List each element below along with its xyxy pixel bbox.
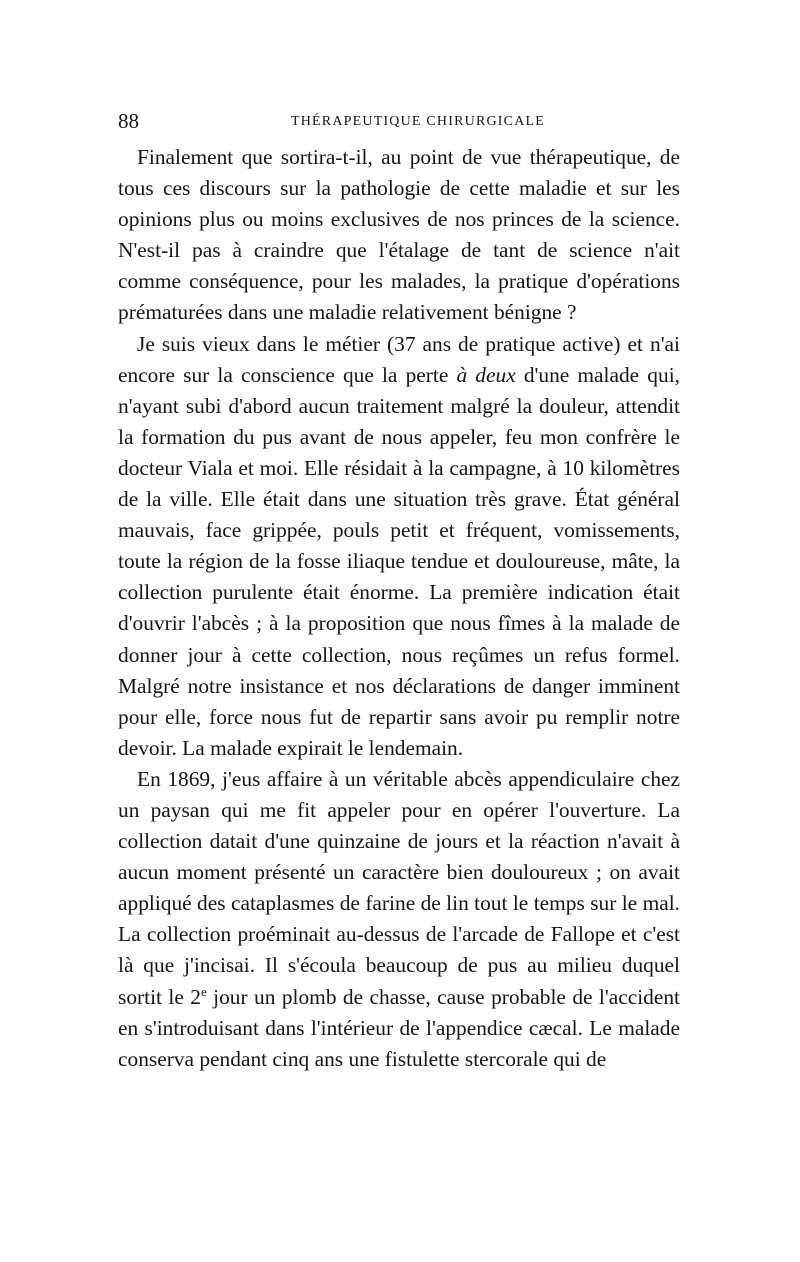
paragraph-1 [118, 142, 680, 329]
book-page [118, 108, 680, 1075]
paragraph-2-text-start: Je suis vieux dans le métier (37 ans de pratique active) et n'ai encore sur la conscience que la perte [118, 331, 680, 387]
italic-phrase: à deux [456, 362, 516, 387]
paragraph-2 [118, 329, 680, 764]
page-number: 88 [118, 109, 139, 133]
paragraph-3 [118, 764, 680, 1075]
running-head [118, 108, 680, 142]
paragraph-1-text: Finalement que sortira-t-il, au point de vue thérapeutique, de tous ces discours sur la pathologie de cette maladie et sur les opinions plus ou moins exclusives de nos princes de la science. N'est-il pas à craindre que l'étalage de tant de science n'ait comme conséquence, pour les malades, la pratique d'opérations prématurées dans une maladie relativement bénigne ? [118, 145, 680, 325]
body-text [118, 142, 680, 1075]
ordinal-superscript: e [200, 983, 207, 999]
paragraph-3-text-start: En 1869, j'eus affaire à un véritable abcès appendiculaire chez un paysan qui me fit appeler pour en opérer l'ouverture. La collection datait d'une quinzaine de jours et la réaction n'avait à aucun moment présenté un caractère bien douloureux ; on avait appliqué des cataplasmes de farine de lin tout le temps sur le mal. La collection proéminait au-dessus de l'arcade de Fallope et c'est là que j'incisai. Il s'écoula beaucoup de pus au milieu duquel sortit le 2 [118, 766, 680, 1009]
paragraph-2-text-end: d'une malade qui, n'ayant subi d'abord aucun traitement malgré la douleur, attendit la formation du pus avant de nous appeler, feu mon confrère le docteur Viala et moi. Elle résidait à la campagne, à 10 kilomètres de la ville. Elle était dans une situation très grave. État général mauvais, face grippée, pouls petit et fréquent, vomissements, toute la région de la fosse iliaque tendue et douloureuse, mâte, la collection purulente était énorme. La première indication était d'ouvrir l'abcès ; à la proposition que nous fîmes à la malade de donner jour à cette collection, nous reçûmes un refus formel. Malgré notre insistance et nos déclarations de danger imminent pour elle, force nous fut de repartir sans avoir pu remplir notre devoir. La malade expirait le lendemain. [118, 362, 680, 760]
running-title: THÉRAPEUTIQUE CHIRURGICALE [290, 114, 546, 129]
paragraph-3-text-end: jour un plomb de chasse, cause probable de l'accident en s'introduisant dans l'intérieur de l'appendice cæcal. Le malade conserva pendant cinq ans une fistulette stercorale qui de [118, 984, 680, 1071]
